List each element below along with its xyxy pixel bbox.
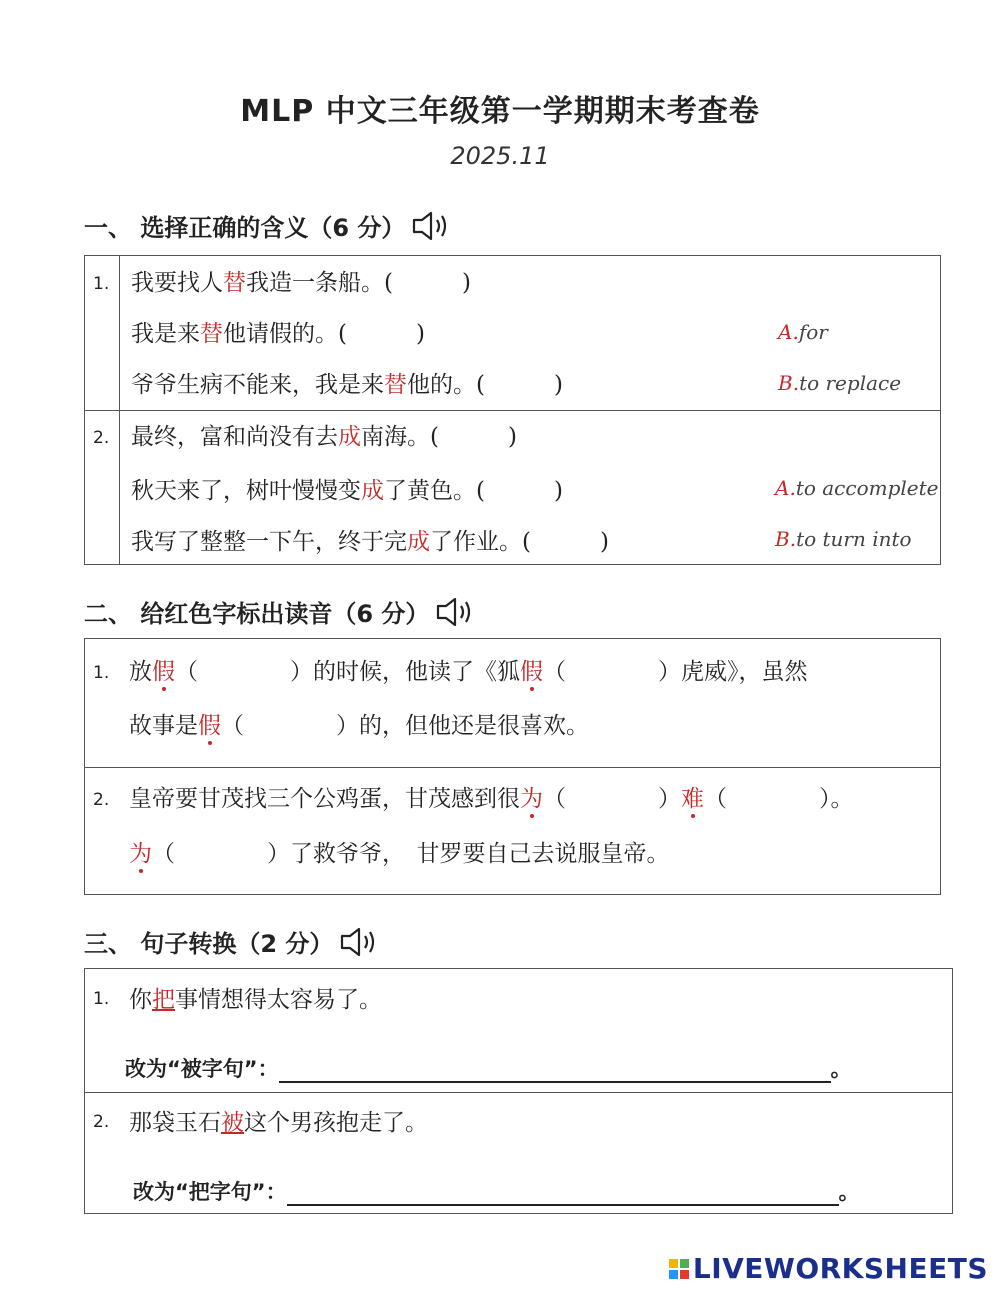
target-char: 假 — [152, 659, 175, 685]
option-b: B.to replace — [778, 371, 902, 395]
target-char: 成 — [361, 478, 384, 504]
speaker-icon[interactable] — [435, 595, 479, 629]
item-number: 1. — [93, 989, 110, 1009]
logo-grid-icon — [669, 1259, 689, 1279]
section1-heading — [84, 208, 455, 243]
target-char: 为 — [520, 786, 543, 812]
item-number: 1. — [93, 274, 110, 294]
sentence-line: 我要找人替我造一条船。( ) — [131, 270, 471, 296]
rewrite-row: 改为“把字句”： 。 — [133, 1176, 860, 1206]
logo-square — [680, 1259, 689, 1268]
sentence-line: 我写了整整一下午，终于完成了作业。( ) — [131, 529, 609, 555]
sentence-line: 我是来替他请假的。( ) — [131, 321, 425, 347]
target-char: 替 — [223, 270, 246, 296]
target-char: 把 — [152, 987, 175, 1013]
option-b: B.to turn into — [775, 527, 912, 551]
option-a: A.to accomplete — [775, 476, 939, 500]
target-char: 假 — [198, 713, 221, 739]
sentence-line: 最终，富和尚没有去成南海。( ) — [131, 424, 517, 450]
sentence-line: 你把事情想得太容易了。 — [129, 987, 382, 1013]
target-char: 为 — [129, 841, 152, 867]
target-char: 难 — [681, 786, 704, 812]
worksheet-date: 2025.11 — [450, 142, 550, 170]
target-char: 被 — [221, 1110, 244, 1136]
sentence-line: 那袋玉石被这个男孩抱走了。 — [129, 1110, 428, 1136]
target-char: 替 — [384, 372, 407, 398]
section1-table — [84, 255, 941, 565]
target-char: 成 — [338, 424, 361, 450]
section2-table — [84, 638, 941, 895]
liveworksheets-logo[interactable] — [669, 1252, 988, 1285]
item-number: 2. — [93, 790, 110, 810]
sentence-line: 秋天来了，树叶慢慢变成了黄色。( ) — [131, 478, 563, 504]
target-char: 成 — [407, 529, 430, 555]
rewrite-prompt: 改为“把字句”： — [133, 1180, 287, 1204]
sentence-line: 爷爷生病不能来，我是来替他的。( ) — [131, 372, 563, 398]
rewrite-prompt: 改为“被字句”： — [125, 1057, 279, 1081]
answer-blank[interactable] — [279, 1063, 831, 1083]
section3-heading — [84, 924, 383, 959]
section2-heading — [84, 594, 479, 629]
section3-title: 三、 句子转换（2 分） — [84, 930, 334, 958]
brand-name: LIVEWORKSHEETS — [692, 1252, 988, 1285]
sentence-line: 故事是假（ ）的，但他还是很喜欢。 — [129, 713, 589, 739]
item-number: 2. — [93, 428, 110, 448]
target-char: 替 — [200, 321, 223, 347]
option-a: A.for — [778, 320, 828, 344]
section2-title: 二、 给红色字标出读音（6 分） — [84, 600, 430, 628]
item-number: 2. — [93, 1112, 110, 1132]
worksheet-title: MLP 中文三年级第一学期期末考查卷 — [240, 94, 760, 129]
sentence-line: 为（ ）了救爷爷， 甘罗要自己去说服皇帝。 — [129, 841, 670, 867]
target-char: 假 — [520, 659, 543, 685]
section3-table — [84, 968, 953, 1214]
sentence-line: 放假（ ）的时候，他读了《狐假（ ）虎威》，虽然 — [129, 659, 808, 685]
speaker-icon[interactable] — [339, 925, 383, 959]
logo-square — [669, 1270, 678, 1279]
speaker-icon[interactable] — [411, 209, 455, 243]
logo-square — [680, 1270, 689, 1279]
logo-square — [669, 1259, 678, 1268]
section1-title: 一、 选择正确的含义（6 分） — [84, 214, 406, 242]
answer-blank[interactable] — [287, 1186, 839, 1206]
rewrite-row: 改为“被字句”： 。 — [125, 1053, 852, 1083]
item-number: 1. — [93, 663, 110, 683]
sentence-line: 皇帝要甘茂找三个公鸡蛋，甘茂感到很为（ ）难（ ）。 — [129, 786, 854, 812]
